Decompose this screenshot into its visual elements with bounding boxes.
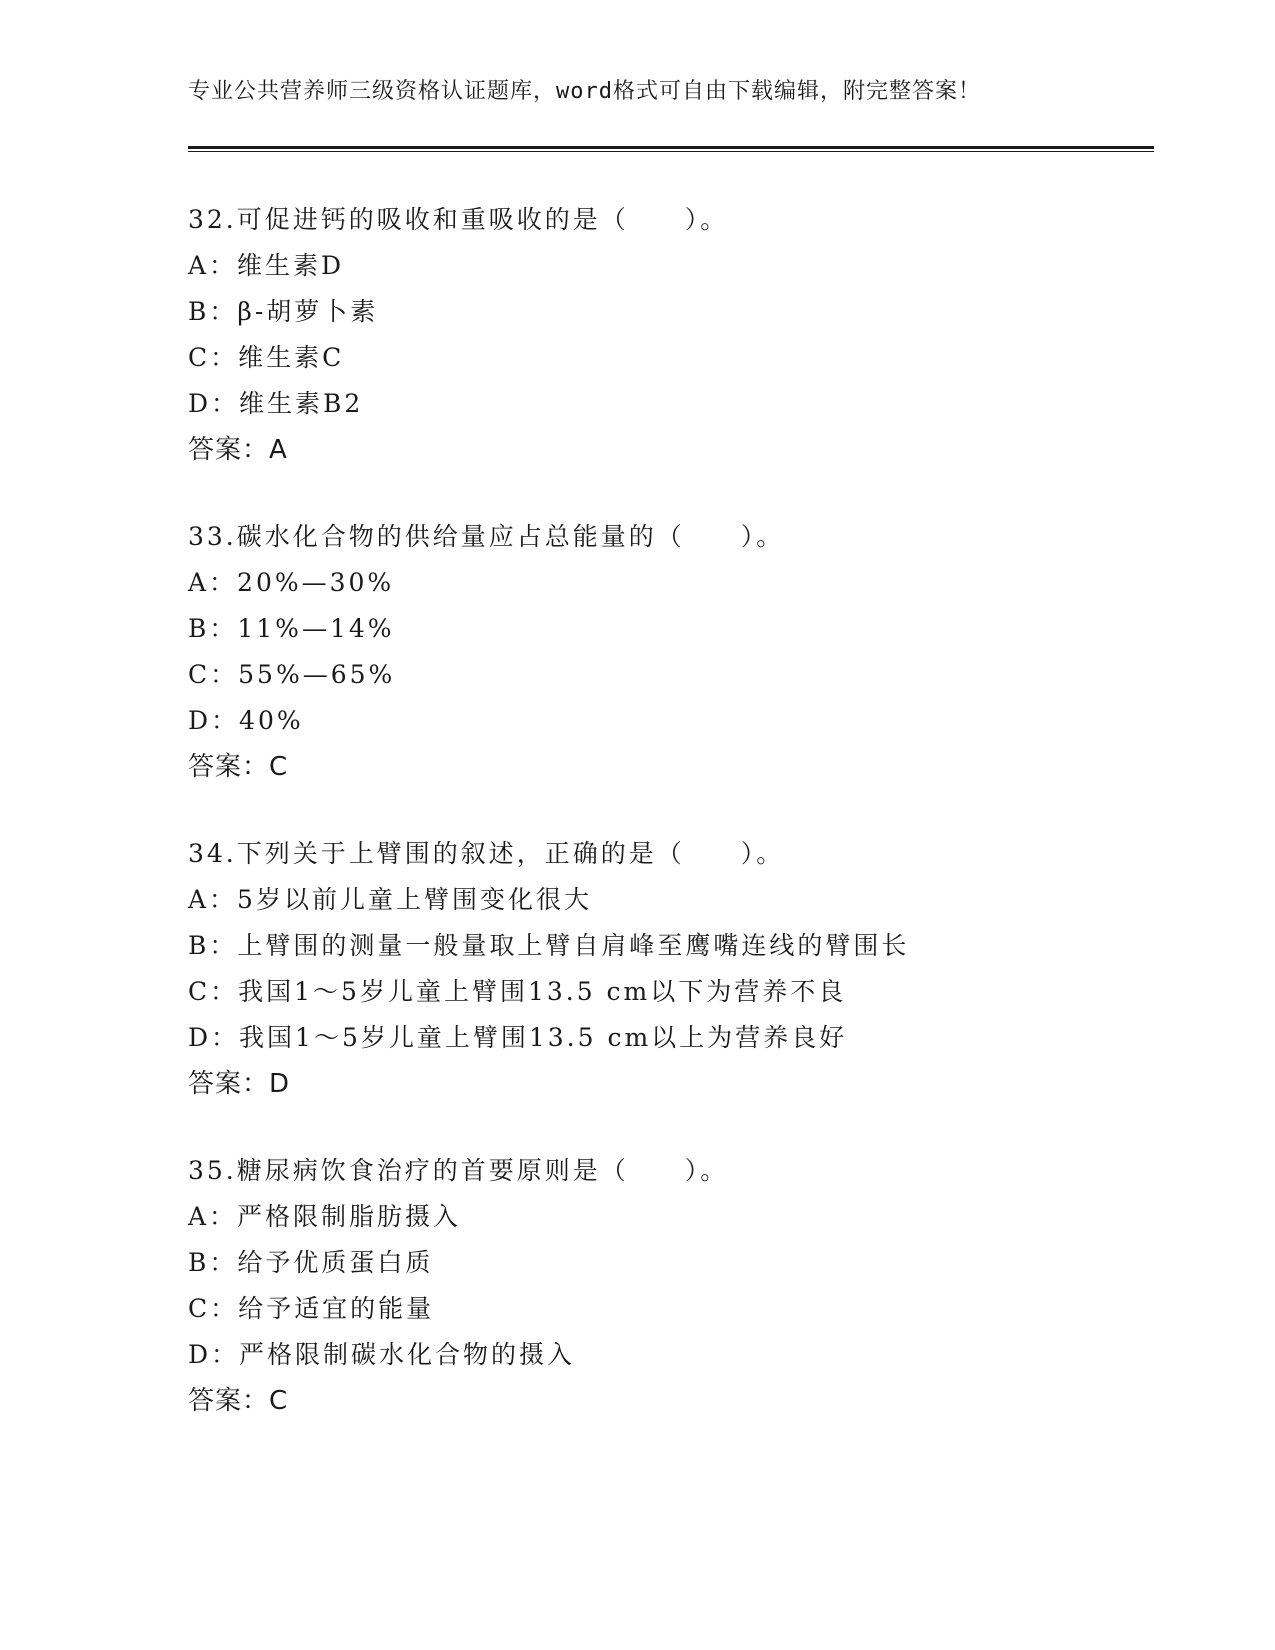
question-32: [188, 197, 1168, 473]
answer-label: 答案：: [188, 435, 270, 465]
answer-label: 答案：: [188, 1069, 270, 1099]
option-a: A：维生素D: [188, 251, 345, 280]
question-stem: 34.下列关于上臂围的叙述，正确的是（ ）。: [188, 839, 785, 868]
answer-value: C: [269, 1386, 288, 1416]
header-divider: [188, 146, 1154, 149]
option-d: D：我国1～5岁儿童上臂围13.5 cm以上为营养良好: [188, 1023, 848, 1052]
answer-line: [188, 1061, 1168, 1107]
option-d: D：40%: [188, 706, 304, 735]
answer-label: 答案：: [188, 1386, 270, 1416]
question-stem: 33.碳水化合物的供给量应占总能量的（ ）。: [188, 522, 785, 551]
option-d: D：严格限制碳水化合物的摄入: [188, 1340, 576, 1369]
option-c: C：维生素C: [188, 343, 345, 372]
question-33: [188, 514, 1168, 790]
option-a: A：20%—30%: [188, 568, 395, 597]
option-b: B：11%—14%: [188, 614, 395, 643]
option-c: C：给予适宜的能量: [188, 1294, 435, 1323]
option-d: D：维生素B2: [188, 389, 364, 418]
answer-value: C: [269, 752, 288, 782]
answer-line: [188, 744, 1168, 790]
question-stem: 35.糖尿病饮食治疗的首要原则是（ ）。: [188, 1156, 729, 1185]
question-35: [188, 1148, 1168, 1424]
option-b: B：上臂围的测量一般量取上臂自肩峰至鹰嘴连线的臂围长: [188, 931, 910, 960]
option-c: C：我国1～5岁儿童上臂围13.5 cm以下为营养不良: [188, 977, 847, 1006]
question-34: [188, 831, 1168, 1107]
answer-label: 答案：: [188, 752, 270, 782]
option-a: A：5岁以前儿童上臂围变化很大: [188, 885, 592, 914]
answer-value: A: [269, 435, 287, 465]
option-b: B：β-胡萝卜素: [188, 297, 379, 326]
option-b: B：给予优质蛋白质: [188, 1248, 434, 1277]
option-a: A：严格限制脂肪摄入: [188, 1202, 462, 1231]
answer-line: [188, 1378, 1168, 1424]
option-c: C：55%—65%: [188, 660, 396, 689]
header-title: 专业公共营养师三级资格认证题库，word格式可自由下载编辑，附完整答案！: [188, 79, 981, 104]
answer-line: [188, 427, 1168, 473]
answer-value: D: [269, 1069, 290, 1099]
question-stem: 32.可促进钙的吸收和重吸收的是（ ）。: [188, 205, 729, 234]
